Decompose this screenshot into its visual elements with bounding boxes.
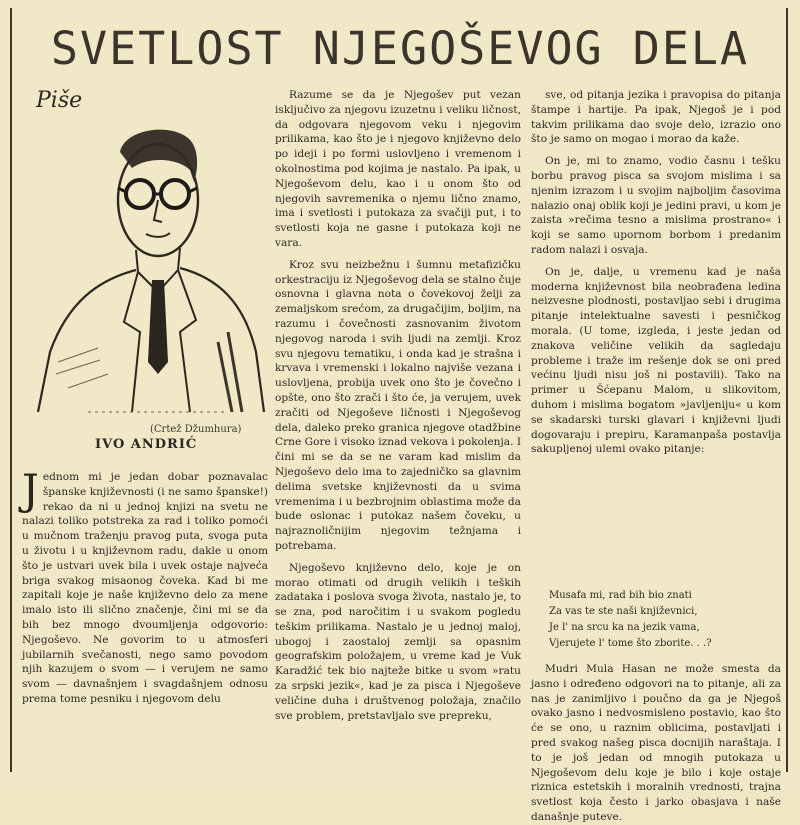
- article-column-1: [22, 465, 268, 707]
- paragraph: Kroz svu neizbežnu i šumnu metafizičku orkestraciju iz Njegoševog dela se stalno čuje osnovna i glavna nota o čovekovoj želji za zemaljskom srećom, za drugačijim, boljim, na razumu i čovečnosti zasnovanim životom njegovog naroda i svih ljudi na zemlji. Kroz svu njegovu tematiku, i onda kad je strašna i krvava i vremenski i lokalno najviše vezana i uslovljena, probija uvek ono što je čovečno i opšte, ono što zrači i što će, ja verujem, uvek zračiti od Njegoševe ličnosti i Njegoševog dela, daleko preko granica njegove otadžbine Crne Gore i visoko iznad vekova i pokolenja. I čini mi se da se ne varam kad mislim da Njegoševo delo ima to zajedničko sa glavnim delima svetske književnosti da u svima vremenima i u bezbrojnim oblastima može da bude oslonac i putokaz našem čoveku, u najraznoličnijim njegovim težnjama i potrebama.: [275, 258, 522, 552]
- verse-line: Je l' na srcu ka na jezik vama,: [549, 622, 700, 633]
- paragraph: On je, dalje, u vremenu kad je naša moderna književnost bila neobrađena ledina neizvesne plodnosti, postavljao sebi i drugima pitanje intelektualne savesti i pesničkog morala. (U tome, izgleda, i jeste jedan od znakova veličine velikih da sagledaju probleme i traže im rešenje dok se oni pred većinu ljudi nisu još ni postavili). Tako na primer u Šćepanu Malom, u slikovitom, duhom i mislima bogatom »javljeniju« u kom se skadarski turski glavari i književni ljudi dogovaraju i prepiru, Karamanpaša postavlja sakupljenoj ulemi ovako pitanje:: [531, 265, 781, 456]
- paragraph: On je, mi to znamo, vodio časnu i tešku borbu pravog pisca sa svojom mislima i sa njenim izrazom i u svojim najboljim časovima nalazio onaj oblik koji je jedini pravi, u kom je zaista »rečima tesno a mislima prostrano« i koji se samo upornom borbom i predanim radom nalazi i osvaja.: [531, 155, 781, 256]
- paragraph: Njegoševo književno delo, koje je on morao otimati od drugih velikih i teških zadataka i poslova svoga života, nastalo je, to se zna, pod naročitim i u svakom pogledu teškim prilikama. Nastalo je u jednoj maloj, ubogoj i zaostaloj zemlji sa opasnim geografskim položajem, u vreme kad je Vuk Karadžić tek bio najteže bitke u svom »ratu za srpski jezik«, kad je za pisca i Njegoševe veličine duha i društvenog položaja, značilo sve problem, pretstavljalo sve prepreku,: [275, 561, 521, 722]
- author-portrait-illustration: [28, 112, 270, 424]
- illustration-credit: (Crtež Džumhura): [150, 424, 242, 435]
- author-name: IVO ANDRIĆ: [95, 437, 198, 452]
- verse-line: Za vas te ste naši književnici,: [549, 606, 698, 617]
- article-column-3: [531, 88, 781, 457]
- article-title: SVETLOST NJEGOŠEVOG DELA: [50, 22, 750, 75]
- article-column-2: [275, 88, 521, 723]
- byline-label: Piše: [36, 88, 83, 113]
- verse-line: Vjerujete l' tome što zborite. . .?: [549, 638, 712, 649]
- verse-line: Musafa mi, rad bih bio znati: [549, 590, 692, 601]
- verse-quote: [549, 588, 781, 652]
- paragraph: Razume se da je Njegošev put vezan isključivo za njegovu izuzetnu i veliku ličnost, da odgovara njegovom veku i njegovim prilikama, kao što je i njegovo književno delo po ideji i po formi uslovljeno i vremenom i okolnostima pod kojima je nastalo. Pa ipak, u Njegoševom delu, kao i u onom što od njegovih savremenika o njemu lično znamo, ima i svetlosti i putokaza za svačiji put, i to svetlosti koja ne gasne i putokaza koji ne vara.: [275, 89, 521, 249]
- paragraph: Mudri Mula Hasan ne može smesta da jasno i određeno odgovori na to pitanje, ali za nas je zanimljivo i poučno da ga je Njegoš ovako jasno i nedvosmisleno postavio, kao što će se ono, u raznim oblicima, postavljati i pred svakog našeg pisca docnijih naraštaja. I to je još jedan od mnogih putokaza u Njegoševom delu koje je bilo i koje ostaje riznica estetskih i moralnih vrednosti, trajna svetlost koja često i jarko obasjava i naše današnje puteve.: [531, 663, 781, 823]
- article-column-3-lower: [531, 580, 781, 825]
- paragraph-text: ednom mi je jedan dobar poznavalac španske književnosti (i ne samo španske!) rekao da ni u jednoj knjizi na svetu ne nalazi toliko potstreka za rad i toliko pomoći u mučnom traženju pravog puta, svoga puta u životu i u književnom radu, dakle u onom što je ustvari uvek bila i uvek ostaje najveća briga svakog misaonog čoveka. Kad bi me zapitali koje je naše književno delo za mene imalo isto ili slično značenje, čini mi se da bih bez mnogo dvoumljenja odgovorio: Njegoševo. Ne govorim to u atmosferi jubilarnih svečanosti, nego samo povodom njih kazujem o svom — i verujem ne samo svom — davnašnjem i svagdašnjem odnosu prema tome pesniku i njegovom delu: [22, 471, 268, 705]
- drop-cap: J: [22, 465, 39, 514]
- paragraph: [22, 465, 268, 707]
- paragraph: sve, od pitanja jezika i pravopisa do pitanja štampe i hartije. Pa ipak, Njegoš je i pod takvim prilikama dao svoje delo, izrazio ono što je samo on mogao i morao da kaže.: [531, 89, 781, 146]
